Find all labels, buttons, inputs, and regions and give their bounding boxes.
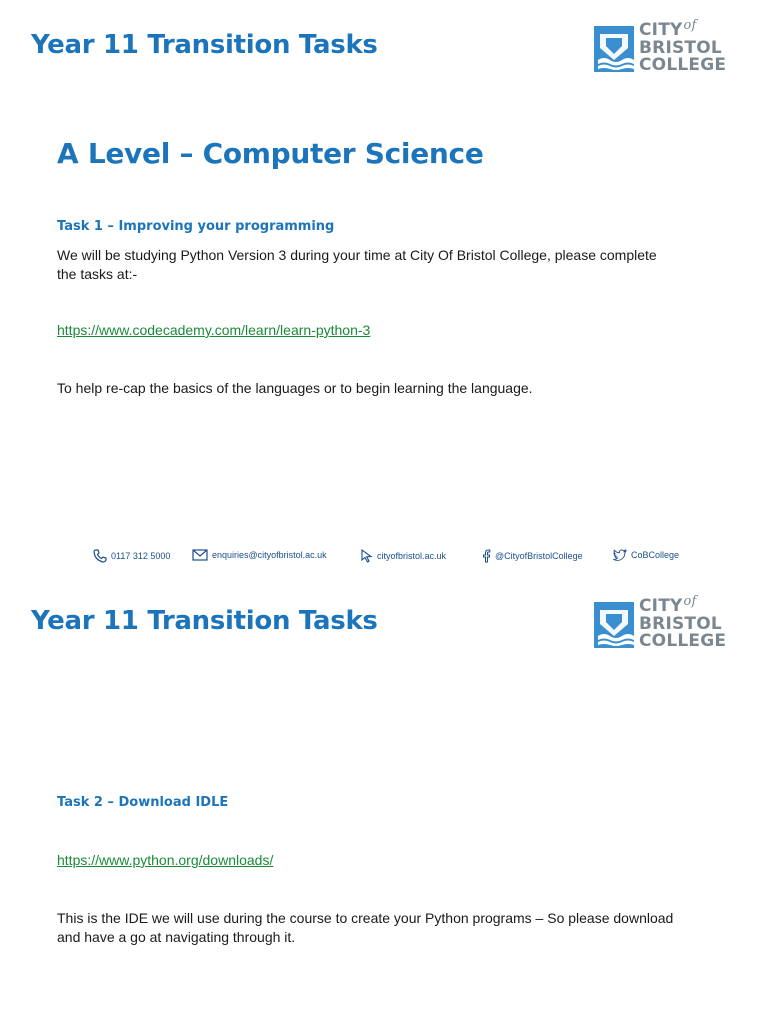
footer-twitter[interactable]: CoBCollege xyxy=(613,549,679,561)
header-title: Year 11 Transition Tasks xyxy=(31,606,378,636)
header-title: Year 11 Transition Tasks xyxy=(31,30,378,60)
facebook-icon xyxy=(482,549,491,563)
logo-wordmark: $CITY^{of}$ BRISTOL COLLEGE xyxy=(639,18,727,75)
task-2-heading: Task 2 – Download IDLE xyxy=(57,795,229,810)
ship-emblem-icon xyxy=(594,26,634,72)
task-1-intro: We will be studying Python Version 3 during your time at City Of Bristol College, please complete the tasks at:- xyxy=(57,247,657,282)
phone-icon xyxy=(93,549,107,563)
ship-emblem-icon xyxy=(594,602,634,648)
task-1-outro: To help re-cap the basics of the languages or to begin learning the language. xyxy=(57,380,533,396)
college-logo xyxy=(594,594,734,652)
footer-email[interactable]: enquiries@cityofbristol.ac.uk xyxy=(192,549,327,561)
footer-facebook[interactable]: @CityofBristolCollege xyxy=(482,549,583,563)
codecademy-link[interactable]: https://www.codecademy.com/learn/learn-python-3 xyxy=(57,322,371,338)
python-downloads-link[interactable]: https://www.python.org/downloads/ xyxy=(57,852,274,868)
logo-wordmark: $CITY^{of}$ BRISTOL COLLEGE xyxy=(639,594,727,651)
college-logo xyxy=(594,18,734,76)
page-title: A Level – Computer Science xyxy=(57,137,484,170)
footer-website[interactable]: cityofbristol.ac.uk xyxy=(361,549,446,563)
task-1-heading: Task 1 – Improving your programming xyxy=(57,219,335,234)
task-2-description: This is the IDE we will use during the course to create your Python programs – So please download and have a go at navigating through it. xyxy=(57,910,674,945)
twitter-icon xyxy=(613,549,627,561)
footer-phone: 0117 312 5000 xyxy=(93,549,170,563)
cursor-icon xyxy=(361,549,373,563)
page-2 xyxy=(0,576,768,1024)
contact-footer xyxy=(0,549,768,569)
envelope-icon xyxy=(192,549,208,561)
